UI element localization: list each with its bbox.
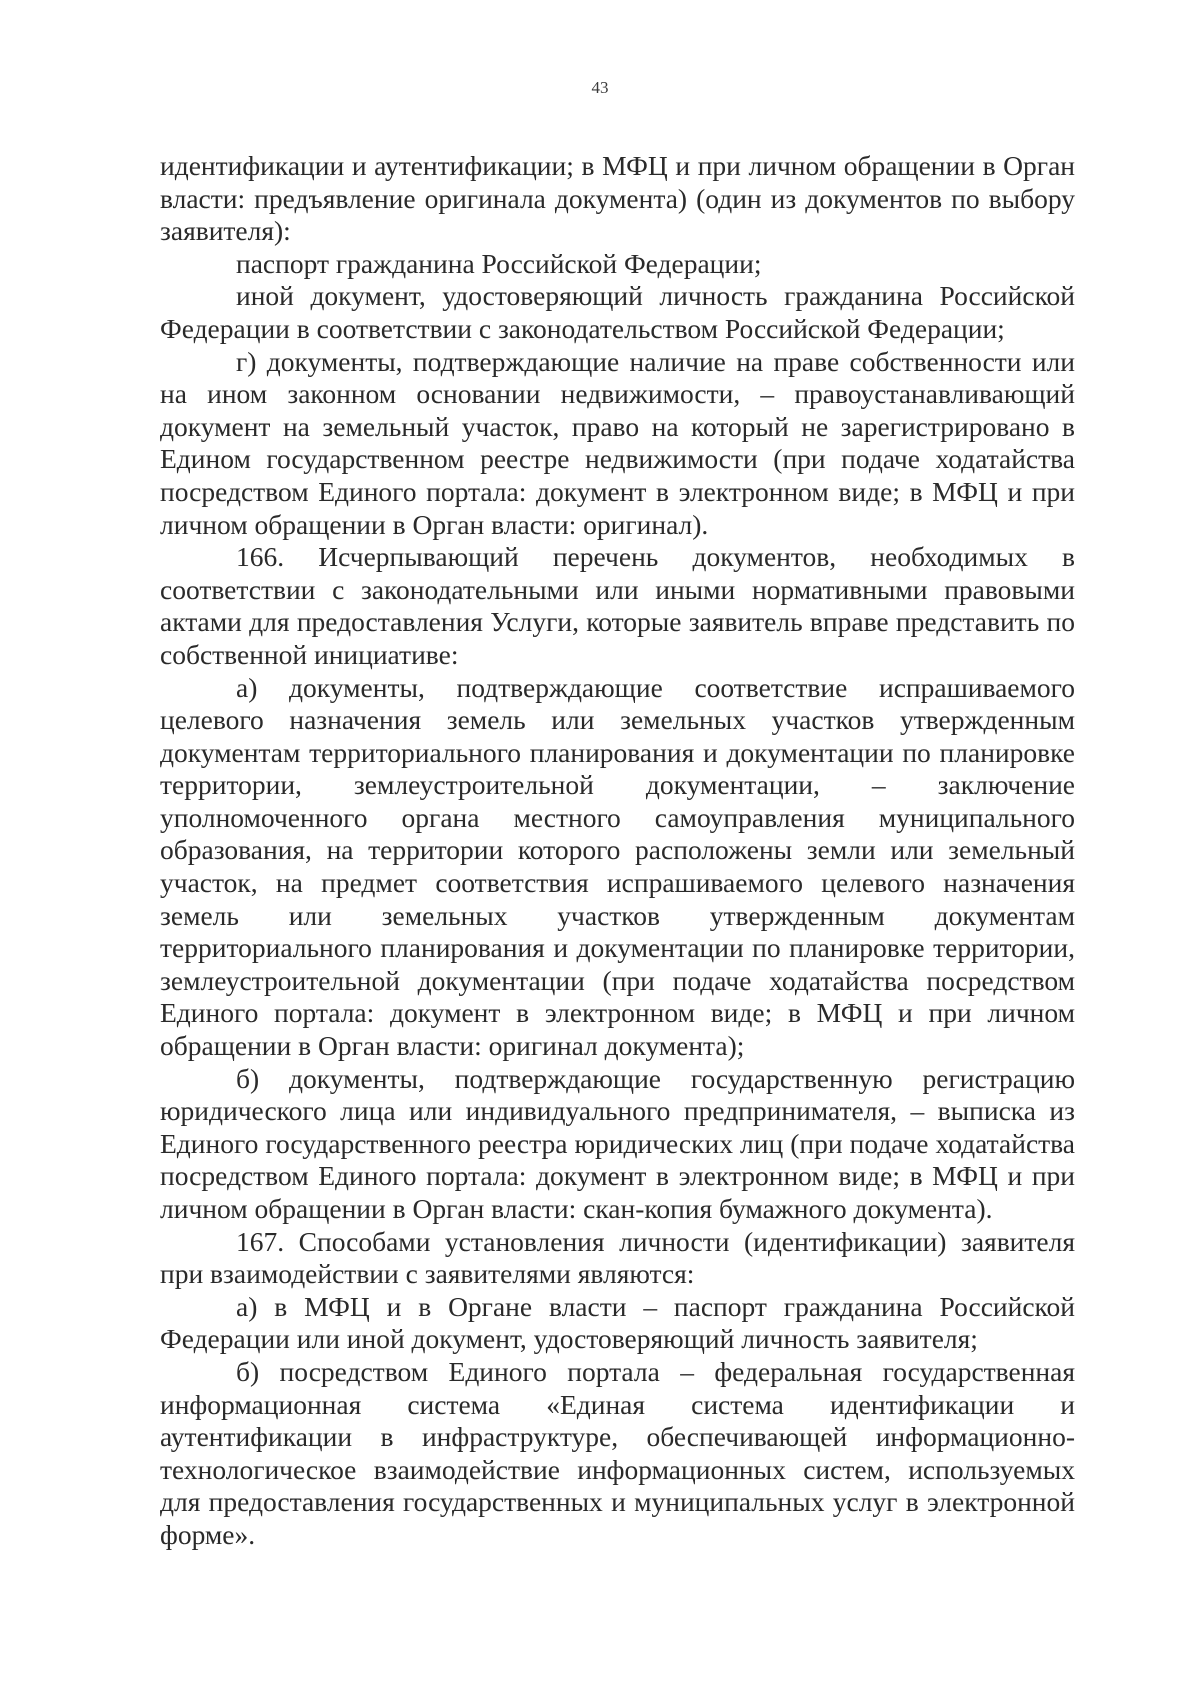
document-body (160, 150, 1075, 1552)
page-number: 43 (591, 78, 609, 97)
paragraph-other-document: иной документ, удостоверяющий личность гражданина Российской Федерации в соответствии с законодательством Российской Федерации; (160, 280, 1075, 344)
paragraph-item-g: г) документы, подтверждающие наличие на праве собственности или на ином законном основании недвижимости, – правоустанавливающий документ на земельный участок, право на который не зарегистрировано в Едином государственном реестре недвижимости (при подаче ходатайства посредством Единого портала: документ в электронном виде; в МФЦ и при личном обращении в Орган власти: оригинал). (160, 345, 1075, 540)
paragraph-continuation: идентификации и аутентификации; в МФЦ и при личном обращении в Орган власти: предъявление оригинала документа) (один из документов по выбору заявителя): (160, 150, 1075, 247)
paragraph-166-a: а) документы, подтверждающие соответствие испрашиваемого целевого назначения земель или земельных участков утвержденным документам территориального планирования и документации по планировке территории, землеустроительной документации, – заключение уполномоченного органа местного самоуправления муниципального образования, на территории которого расположены земли или земельный участок, на предмет соответствия испрашиваемого целевого назначения земель или земельных участков утвержденным документам территориального планирования и документации по планировке территории, землеустроительной документации (при подаче ходатайства посредством Единого портала: документ в электронном виде; в МФЦ и при личном обращении в Орган власти: оригинал документа); (160, 671, 1075, 1062)
paragraph-passport: паспорт гражданина Российской Федерации; (236, 247, 762, 279)
paragraph-167-b: б) посредством Единого портала – федеральная государственная информационная система «Единая система идентификации и аутентификации в инфраструктуре, обеспечивающей информационно-технологическое взаимодействие информационных систем, используемых для предоставления государственных и муниципальных услуг в электронной форме». (160, 1355, 1075, 1550)
paragraph-167-a: а) в МФЦ и в Органе власти – паспорт гражданина Российской Федерации или иной документ, удостоверяющий личность заявителя; (160, 1290, 1075, 1355)
paragraph-167: 167. Способами установления личности (идентификации) заявителя при взаимодействии с заявителями являются: (160, 1225, 1075, 1290)
paragraph-166-b: б) документы, подтверждающие государственную регистрацию юридического лица или индивидуального предпринимателя, – выписка из Единого государственного реестра юридических лиц (при подаче ходатайства посредством Единого портала: документ в электронном виде; в МФЦ и при личном обращении в Орган власти: скан-копия бумажного документа). (160, 1062, 1075, 1224)
paragraph-166: 166. Исчерпывающий перечень документов, необходимых в соответствии с законодательными или иными нормативными правовыми актами для предоставления Услуги, которые заявитель вправе представить по собственной инициативе: (160, 541, 1075, 670)
